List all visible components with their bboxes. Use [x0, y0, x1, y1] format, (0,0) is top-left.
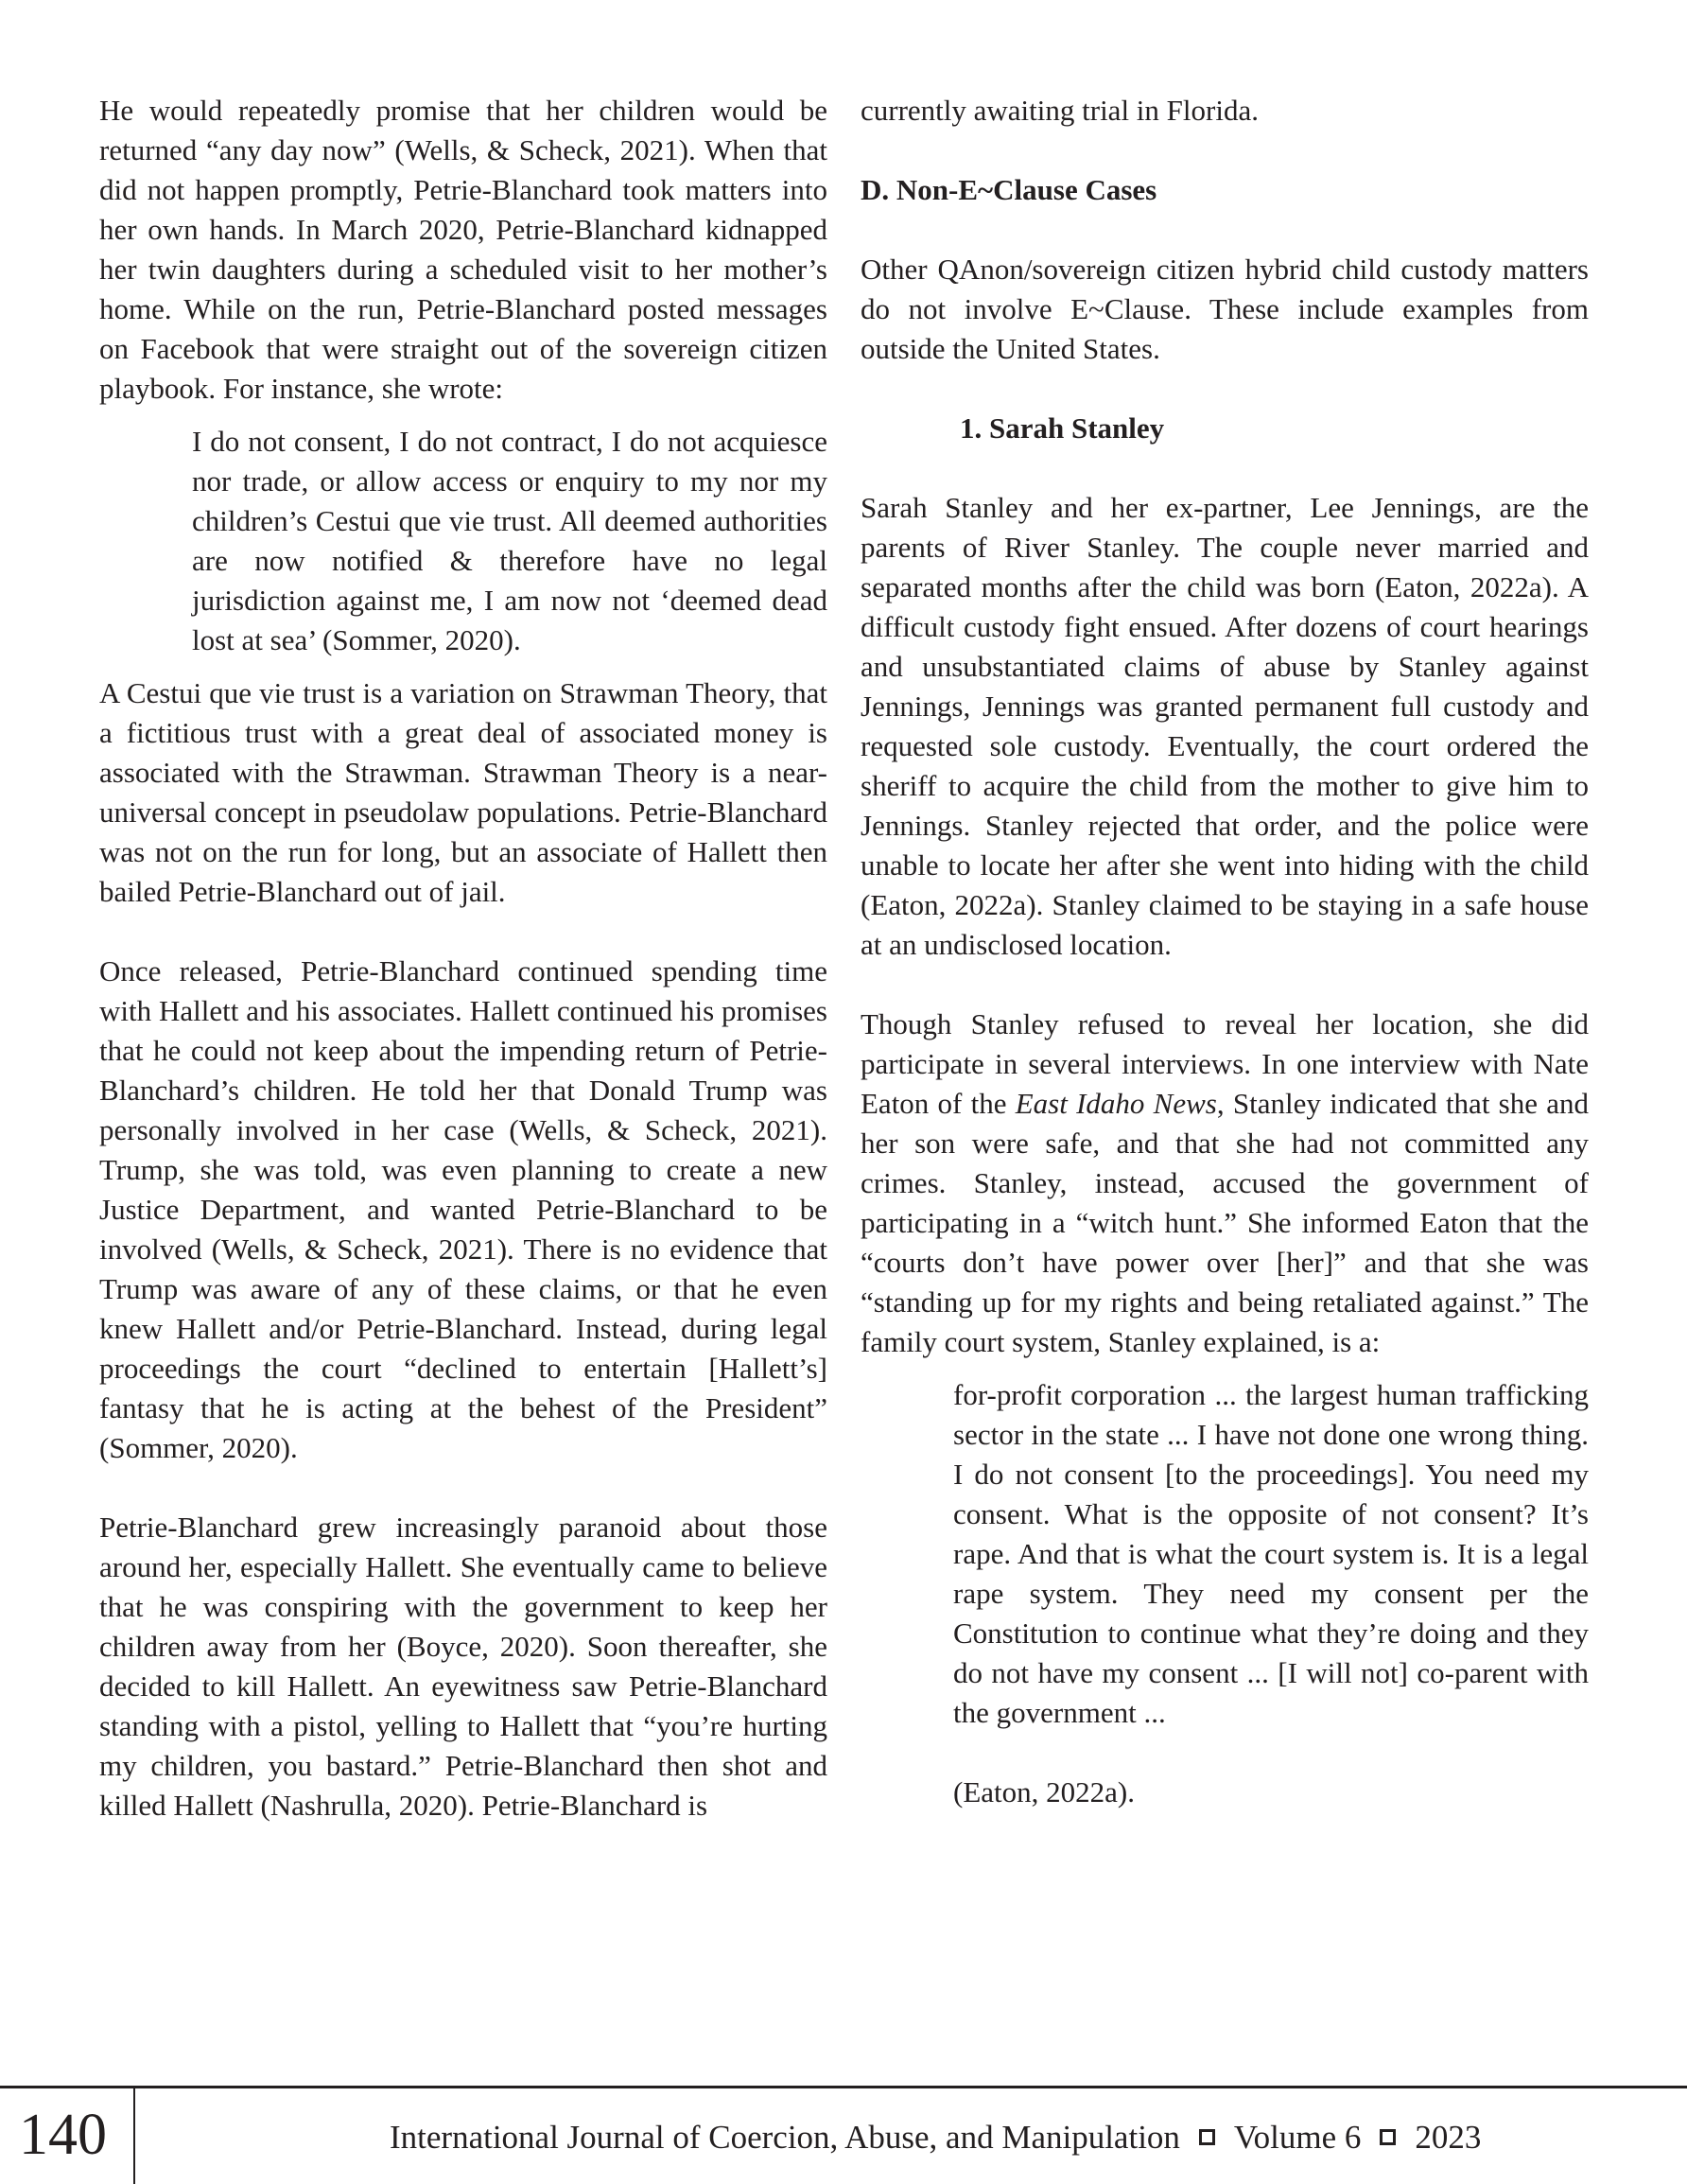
body-paragraph: currently awaiting trial in Florida.	[861, 94, 1259, 127]
page-number: 140	[19, 2103, 107, 2167]
left-column	[99, 91, 827, 1826]
year: 2023	[1415, 2119, 1482, 2156]
body-paragraph: A Cestui que vie trust is a variation on Strawman Theory, that a fictitious trust with a great deal of associated money is associated with the Strawman. Strawman Theory is a near-universal concept in pseudolaw populations. Petrie-Blanchard was not on the run for long, but an associate of Hallett then bailed Petrie-Blanchard out of jail.	[99, 676, 827, 908]
volume: Volume 6	[1233, 2119, 1362, 2156]
journal-title: International Journal of Coercion, Abuse, and Manipulation	[390, 2119, 1180, 2156]
body-paragraph: Once released, Petrie-Blanchard continued spending time with Hallett and his associates. Hallett continued his promises that he could not keep about the impending return of Petrie-Blanchard’s children. He told her that Donald Trump was personally involved in her case (Wells, & Scheck, 2021). Trump, she was told, was even planning to create a new Justice Department, and wanted Petrie-Blanchard to be involved (Wells, & Scheck, 2021). There is no evidence that Trump was aware of any of these claims, or that he even knew Hallett and/or Petrie-Blanchard. Instead, during legal proceedings the court “declined to entertain [Hallett’s] fantasy that he is acting at the behest of the President” (Sommer, 2020).	[99, 954, 827, 1464]
running-footer	[390, 2117, 1481, 2158]
body-paragraph: Petrie-Blanchard grew increasingly paranoid about those around her, especially Hallett. She eventually came to believe that he was conspiring with the government to keep her children away from her (Boyce, 2020). Soon thereafter, she decided to kill Hallett. An eyewitness saw Petrie-Blanchard standing with a pistol, yelling to Hallett that “you’re hurting my children, you bastard.” Petrie-Blanchard then shot and killed Hallett (Nashrulla, 2020). Petrie-Blanchard is	[99, 1511, 827, 1822]
block-quote-citation: (Eaton, 2022a).	[953, 1775, 1135, 1808]
publication-name: East Idaho News	[1015, 1087, 1217, 1120]
footer-rule	[0, 2086, 1687, 2088]
hollow-square-icon	[1380, 2129, 1396, 2145]
subsection-heading: 1. Sarah Stanley	[960, 411, 1165, 445]
footer-divider	[133, 2088, 135, 2184]
right-column	[861, 91, 1589, 1812]
section-heading: D. Non-E~Clause Cases	[861, 173, 1157, 206]
body-paragraph: He would repeatedly promise that her children would be returned “any day now” (Wells, & Scheck, 2021). When that did not happen promptly, Petrie-Blanchard took matters into her own hands. In March 2020, Petrie-Blanchard kidnapped her twin daughters during a scheduled visit to her mother’s home. While on the run, Petrie-Blanchard posted messages on Facebook that were straight out of the sovereign citizen playbook. For instance, she wrote:	[99, 94, 827, 405]
block-quote: for-profit corporation ... the largest human trafficking sector in the state ... I have not done one wrong thing. I do not consent [to the proceedings]. You need my consent. What is the opposite of not consent? It’s rape. And that is what the court system is. It is a legal rape system. They need my consent per the Constitution to continue what they’re doing and they do not have my consent ... [I will not] co-parent with the government ...	[953, 1378, 1589, 1729]
block-quote: I do not consent, I do not contract, I do not acquiesce nor trade, or allow access or enquiry to my nor my children’s Cestui que vie trust. All deemed authorities are now notified & therefore have no legal jurisdiction against me, I am now not ‘deemed dead lost at sea’ (Sommer, 2020).	[192, 425, 827, 656]
body-paragraph: Other QAnon/sovereign citizen hybrid child custody matters do not involve E~Clause. These include examples from outside the United States.	[861, 253, 1589, 365]
body-paragraph: Sarah Stanley and her ex-partner, Lee Jennings, are the parents of River Stanley. The couple never married and separated months after the child was born (Eaton, 2022a). A difficult custody fight ensued. After dozens of court hearings and unsubstantiated claims of abuse by Stanley against Jennings, Jennings was granted permanent full custody and requested sole custody. Eventually, the court ordered the sheriff to acquire the child from the mother to give him to Jennings. Stanley rejected that order, and the police were unable to locate her after she went into hiding with the child (Eaton, 2022a). Stanley claimed to be staying in a safe house at an undisclosed location.	[861, 491, 1589, 961]
hollow-square-icon	[1199, 2129, 1215, 2145]
body-paragraph: Though Stanley refused to reveal her location, she did participate in several interviews. In one interview with Nate Eaton of the East Idaho News, Stanley indicated that she and her son were safe, and that she had not committed any crimes. Stanley, instead, accused the government of participating in a “witch hunt.” She informed Eaton that the “courts don’t have power over [her]” and that she was “standing up for my rights and being retaliated against.” The family court system, Stanley explained, is a:	[861, 1007, 1589, 1358]
